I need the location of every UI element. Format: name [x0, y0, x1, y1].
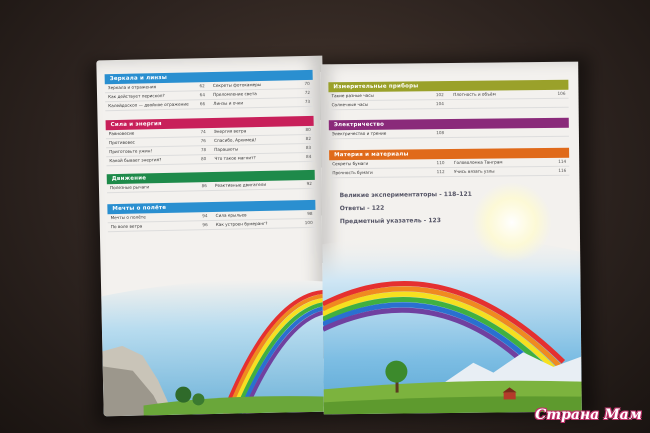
section-0 [328, 80, 568, 111]
toc-entry-title: По воле ветра [110, 223, 143, 230]
toc-entry-title: Приготовьте ужин! [109, 148, 153, 155]
toc-entry-title: Прочность бумаги [332, 169, 373, 176]
toc-entry-title: Плотность и объём [453, 91, 496, 97]
section-2 [329, 148, 569, 179]
section-1 [106, 116, 315, 166]
toc-page-number: 84 [305, 153, 312, 160]
toc-entry-title: Мечты о полёте [110, 214, 146, 221]
toc-page-number: 102 [435, 92, 444, 98]
toc-entry-title: Равновесие [108, 130, 135, 137]
toc-page-number: 86 [201, 183, 207, 189]
toc-page-number: 64 [199, 92, 206, 98]
section-title: Зеркала и линзы [105, 70, 313, 84]
barn [504, 392, 516, 399]
toc-entry-title: Такие разные часы [331, 92, 374, 99]
toc-page-number: 62 [199, 83, 205, 89]
toc-page-number: 116 [558, 167, 567, 173]
toc-entry-title: Энергия ветра [213, 128, 247, 134]
section-1 [329, 118, 569, 140]
toc-page-number: 70 [304, 80, 310, 87]
toc-entry-title: Полезные рычаги [109, 184, 150, 191]
toc-entry-title: Какой бывает энергия? [109, 157, 162, 164]
left-page [96, 56, 329, 417]
toc-entry-title: Противовес [108, 139, 135, 146]
toc-entry-title: Спасибо, Архимед! [213, 137, 257, 143]
section-title: Мечты о полёте [107, 200, 315, 214]
toc-entry-title: Зеркала и отражения [107, 84, 157, 91]
toc-page-number: 98 [307, 210, 313, 217]
toc-entry-title: Как действует перископ? [108, 92, 165, 100]
right-page [320, 62, 582, 415]
toc-page-number: 108 [436, 130, 445, 136]
toc-entry-title: Электричество и трение [331, 130, 387, 137]
toc-page-number: 78 [200, 147, 207, 153]
toc-entry-title: Секреты бумаги [332, 160, 369, 167]
toc-page-number: 82 [305, 135, 312, 142]
toc-entry-title: Солнечные часы [331, 101, 369, 108]
toc-page-number: 80 [200, 156, 207, 162]
toc-page-number: 92 [306, 180, 312, 187]
toc-row [329, 167, 569, 179]
left-scene [100, 252, 329, 417]
toc-page-number: 94 [202, 213, 208, 219]
toc-page-number: 104 [435, 101, 444, 107]
toc-page-number: 72 [304, 89, 311, 96]
section-title: Сила и энергия [106, 116, 314, 130]
toc-page-number: 114 [558, 158, 567, 164]
toc-entry-title: Реактивные двигатели [214, 181, 267, 188]
toc-page-number: 110 [436, 160, 445, 166]
toc-page-number: 83 [305, 144, 312, 151]
section-title: Измерительные приборы [328, 80, 568, 93]
section-title: Материя и материалы [329, 148, 569, 161]
toc-page-number: 80 [305, 126, 311, 133]
toc-row [329, 128, 569, 140]
toc-entry-title: Учись вязать узлы [453, 168, 495, 174]
section-3 [107, 200, 316, 232]
toc-row [329, 99, 569, 111]
toc-entry-title: Что такое магнит? [214, 155, 256, 161]
index-entry: Великие экспериментаторы - 118–121 [339, 190, 472, 200]
right-scene [321, 182, 581, 415]
section-2 [107, 170, 315, 193]
toc-entry-title: Парашюты [214, 146, 239, 152]
toc-page-number: 106 [557, 90, 566, 96]
toc-entry-title: Головоломка Танграм [453, 159, 503, 165]
toc-page-number: 96 [202, 222, 208, 228]
toc-page-number: 100 [304, 219, 313, 226]
toc-page-number: 73 [304, 98, 311, 105]
watermark-logo: Страна Мам [535, 407, 642, 423]
toc-entry-title: Калейдоскоп — двойное отражение [108, 101, 189, 109]
section-title: Движение [107, 170, 315, 184]
toc-page-number: 74 [200, 129, 206, 135]
toc-page-number: 76 [200, 138, 207, 144]
toc-entry-title: Преломление света [213, 91, 257, 97]
section-0 [105, 70, 314, 111]
toc-entry-title: Секреты фотокамеры [212, 81, 262, 88]
toc-entry-title: Как устроен бумеранг? [215, 220, 268, 227]
index-entry: Ответы - 122 [339, 204, 385, 213]
toc-entry-title: Сила крыльев [215, 212, 247, 218]
toc-page-number: 66 [199, 101, 206, 107]
toc-page-number: 112 [436, 169, 445, 175]
index-entry: Предметный указатель - 123 [339, 217, 441, 226]
toc-entry-title: Линзы и очки [213, 100, 244, 106]
section-title: Электричество [329, 118, 569, 131]
